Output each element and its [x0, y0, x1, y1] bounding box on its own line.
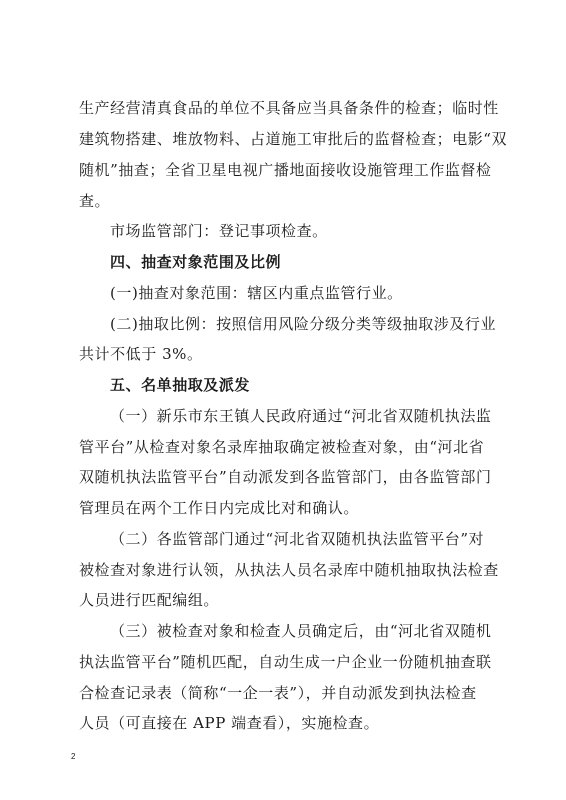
body-text-line: （二）各监管部门通过“河北省双随机执法监管平台”对 — [110, 530, 485, 548]
page-number: 2 — [71, 752, 76, 761]
body-text-line: 建筑物搭建、堆放物料、占道施工审批后的监督检查；电影“双 — [79, 130, 508, 148]
body-text-line: (二)抽取比例：按照信用风险分级分类等级抽取涉及行业 — [110, 315, 497, 333]
body-text-line: 管理员在两个工作日内完成比对和确认。 — [79, 499, 359, 517]
body-text-line: 人员进行匹配编组。 — [79, 591, 219, 609]
body-text-line: (一)抽查对象范围：辖区内重点监管行业。 — [110, 284, 403, 302]
body-text-line: （三）被检查对象和检查人员确定后，由“河北省双随机 — [110, 622, 492, 640]
body-text-line: 管平台”从检查对象名录库抽取确定被检查对象，由“河北省 — [79, 438, 485, 456]
body-text-line: 人员（可直接在 APP 端查看），实施检查。 — [79, 714, 380, 732]
section-heading: 四、抽查对象范围及比例 — [110, 253, 282, 271]
body-text-line: 查。 — [79, 192, 111, 210]
body-text-line: 双随机执法监管平台”自动派发到各监管部门，由各监管部门 — [79, 468, 492, 486]
section-heading: 五、名单抽取及派发 — [110, 376, 250, 394]
body-text-line: 被检查对象进行认领，从执法人员名录库中随机抽取执法检查 — [79, 561, 499, 579]
body-text-line: 市场监管部门：登记事项检查。 — [110, 222, 328, 240]
body-text-line: 合检查记录表（简称“一企一表”），并自动派发到执法检查 — [79, 684, 477, 702]
body-text-line: 随机”抽查；全省卫星电视广播地面接收设施管理工作监督检 — [79, 161, 492, 179]
body-text-line: 执法监管平台”随机匹配，自动生成一户企业一份随机抽查联 — [79, 653, 492, 671]
body-text-line: 共计不低于 3%。 — [79, 345, 203, 363]
body-text-line: （一）新乐市东王镇人民政府通过“河北省双随机执法监 — [110, 407, 492, 425]
body-text-line: 生产经营清真食品的单位不具备应当具备条件的检查；临时性 — [79, 99, 499, 117]
